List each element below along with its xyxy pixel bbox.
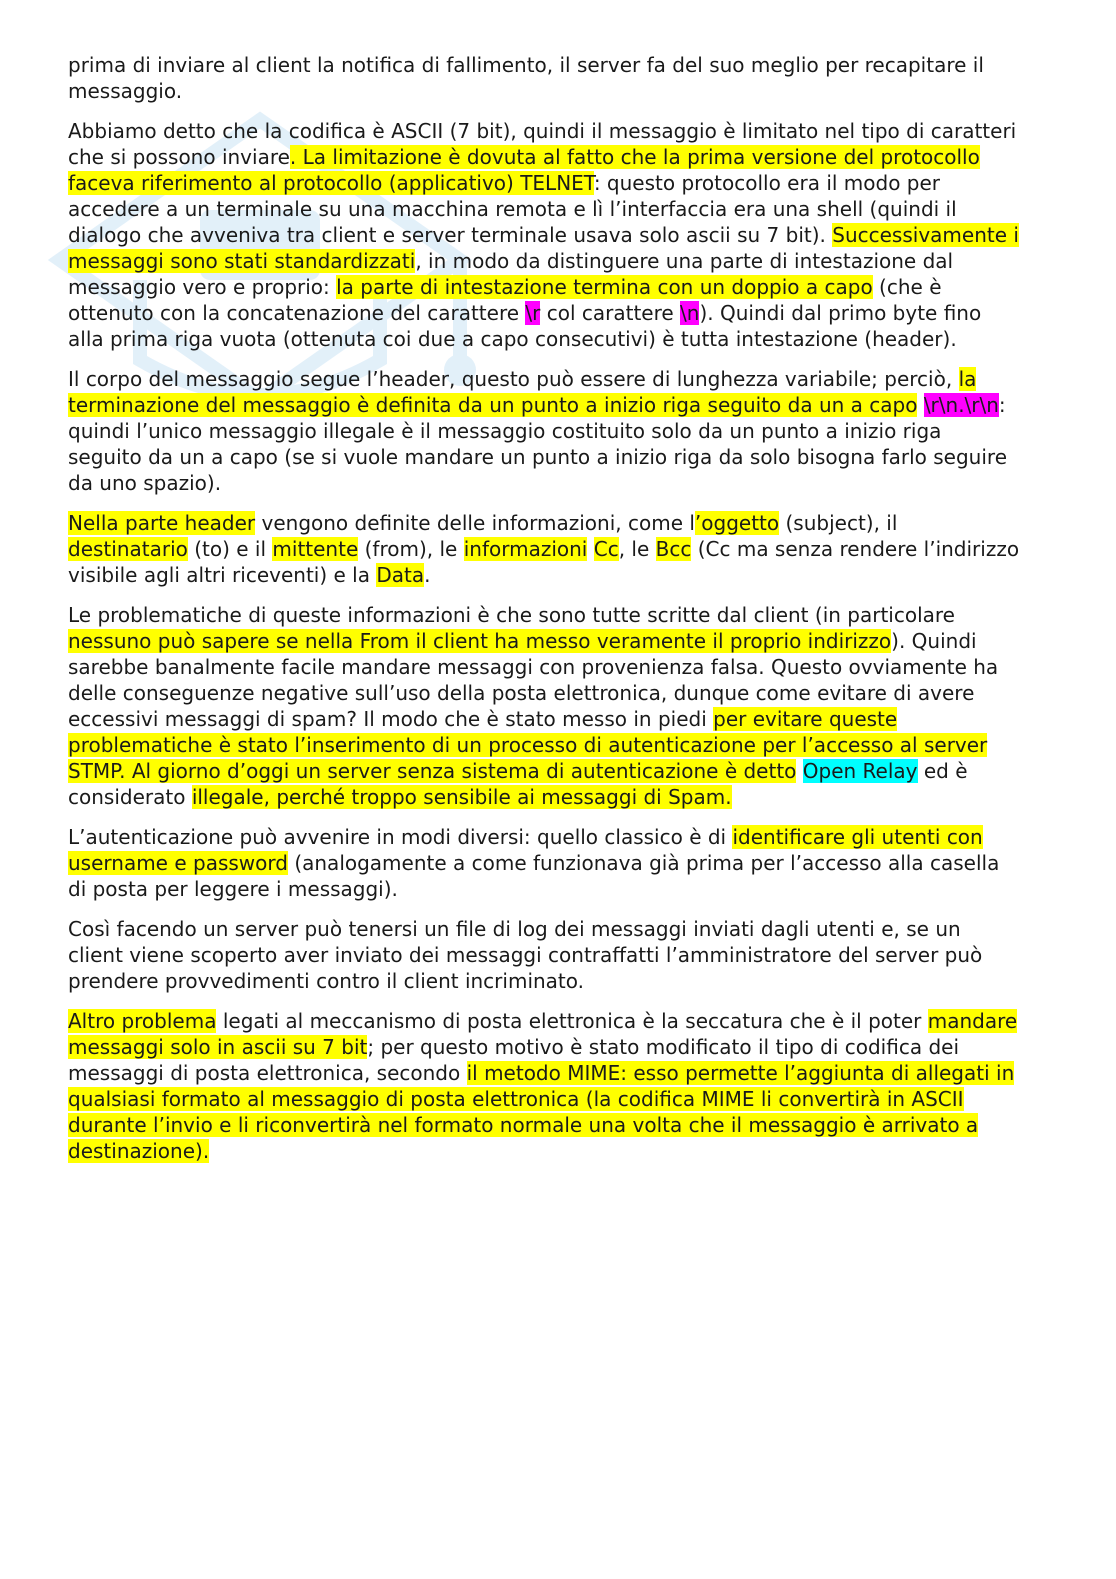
- paragraph: [68, 916, 1048, 994]
- highlight-magenta: \r\n.\r\n: [923, 393, 999, 417]
- paragraph: [68, 602, 1048, 810]
- paragraph: [68, 118, 1048, 352]
- highlight-yellow: destinatario: [68, 537, 188, 561]
- highlight-yellow: mandare messaggi solo in ascii su 7 bit: [68, 1009, 1018, 1059]
- text-run: L’autenticazione può avvenire in modi diversi: quello classico è di: [68, 825, 733, 849]
- text-run: ). Quindi sarebbe banalmente facile mandare messaggi con provenienza falsa. Questo ovviamente ha delle conseguenze negative sull’uso della posta elettronica, dunque come evitare di avere eccessivi messaggi di spam? Il modo che è stato messo in piedi: [68, 629, 999, 731]
- highlight-yellow: Cc: [593, 537, 619, 561]
- text-run: Così facendo un server può tenersi un file di log dei messaggi inviati dagli utenti e, se un client viene scoperto aver inviato dei messaggi contraffatti l’amministratore del server può prendere provvedimenti contro il client incriminato.: [68, 917, 983, 993]
- text-run: prima di inviare al client la notifica di fallimento, il server fa del suo meglio per recapitare il messaggio.: [68, 53, 984, 103]
- text-run: Il corpo del messaggio segue l’header, questo può essere di lunghezza variabile; perciò,: [68, 367, 959, 391]
- highlight-magenta: \n: [680, 301, 700, 325]
- highlight-yellow: mittente: [272, 537, 359, 561]
- highlight-yellow: informazioni: [463, 537, 588, 561]
- text-run: (to) e il: [187, 537, 273, 561]
- text-run: , le: [618, 537, 656, 561]
- text-run: [587, 537, 593, 561]
- document-page: [68, 52, 1048, 1178]
- text-run: ; per questo motivo è stato modificato il tipo di codifica dei messaggi di posta elettronica, secondo: [68, 1035, 959, 1085]
- text-run: (Cc ma senza rendere l’indirizzo visibile agli altri riceventi) e la: [68, 537, 1020, 587]
- paragraph: [68, 824, 1048, 902]
- text-run: (analogamente a come funzionava già prima per l’accesso alla casella di posta per leggere i messaggi).: [68, 851, 1000, 901]
- highlight-yellow: identificare gli utenti con username e password: [68, 825, 983, 875]
- text-run: , in modo da distinguere una parte di intestazione dal messaggio vero e proprio:: [68, 249, 954, 299]
- text-run: (from), le: [358, 537, 464, 561]
- highlight-yellow: Successivamente i messaggi sono stati standardizzati: [68, 223, 1019, 273]
- highlight-yellow: Nella parte header: [68, 511, 256, 535]
- highlight-yellow: Altro problema: [68, 1009, 217, 1033]
- highlight-yellow: per evitare queste problematiche è stato l’inserimento di un processo di autenticazione per l’accesso al server STMP. Al giorno d’oggi un server senza sistema di autenticazione è detto: [68, 707, 988, 783]
- text-run: : questo protocollo era il modo per accedere a un terminale su una macchina remota e lì l’interfaccia era una shell (quindi il dialogo che avveniva tra client e server terminale usava solo ascii su 7 bit).: [68, 171, 957, 247]
- highlight-yellow: Data: [376, 563, 425, 587]
- highlight-yellow: ’oggetto: [694, 511, 780, 535]
- paragraph: [68, 52, 1048, 104]
- highlight-yellow: illegale, perché troppo sensibile ai messaggi di Spam.: [191, 785, 732, 809]
- highlight-yellow: nessuno può sapere se nella From il client ha messo veramente il proprio indirizzo: [68, 629, 892, 653]
- text-run: (subject), il: [785, 511, 898, 535]
- highlight-cyan: Open Relay: [802, 759, 918, 783]
- text-run: col carattere: [540, 301, 681, 325]
- text-run: Abbiamo detto che la codifica è ASCII (7 bit), quindi il messaggio è limitato nel tipo di caratteri che si possono inviare: [68, 119, 1017, 169]
- highlight-yellow: Bcc: [655, 537, 692, 561]
- paragraph: [68, 510, 1048, 588]
- highlight-yellow: . La limitazione è dovuta al fatto che la prima versione del protocollo faceva riferimento al protocollo (applicativo) TELNET: [68, 145, 980, 195]
- highlight-magenta: \r: [525, 301, 541, 325]
- highlight-yellow: il metodo MIME: esso permette l’aggiunta di allegati in qualsiasi formato al messaggio di posta elettronica (la codifica MIME li convertirà in ASCII durante l’invio e li riconvertirà nel formato normale una volta che il messaggio è arrivato a destinazione).: [68, 1061, 1015, 1163]
- text-run: [917, 393, 923, 417]
- text-run: [796, 759, 802, 783]
- text-run: vengono definite delle informazioni, come l: [255, 511, 695, 535]
- highlight-yellow: la terminazione del messaggio è definita da un punto a inizio riga seguito da un a capo: [68, 367, 977, 417]
- text-run: Le problematiche di queste informazioni è che sono tutte scritte dal client (in particolare: [68, 603, 955, 627]
- text-run: (che è ottenuto con la concatenazione del carattere: [68, 275, 942, 325]
- text-run: ). Quindi dal primo byte fino alla prima riga vuota (ottenuta coi due a capo consecutivi) è tutta intestazione (header).: [68, 301, 982, 351]
- text-run: ed è considerato: [68, 759, 968, 809]
- text-run: .: [424, 563, 431, 587]
- text-run: : quindi l’unico messaggio illegale è il messaggio costituito solo da un punto a inizio riga seguito da un a capo (se si vuole mandare un punto a inizio riga da solo bisogna farlo seguire da uno spazio).: [68, 393, 1008, 495]
- paragraph: [68, 366, 1048, 496]
- highlight-yellow: la parte di intestazione termina con un doppio a capo: [336, 275, 873, 299]
- text-run: legati al meccanismo di posta elettronica è la seccatura che è il poter: [216, 1009, 928, 1033]
- paragraph: [68, 1008, 1048, 1164]
